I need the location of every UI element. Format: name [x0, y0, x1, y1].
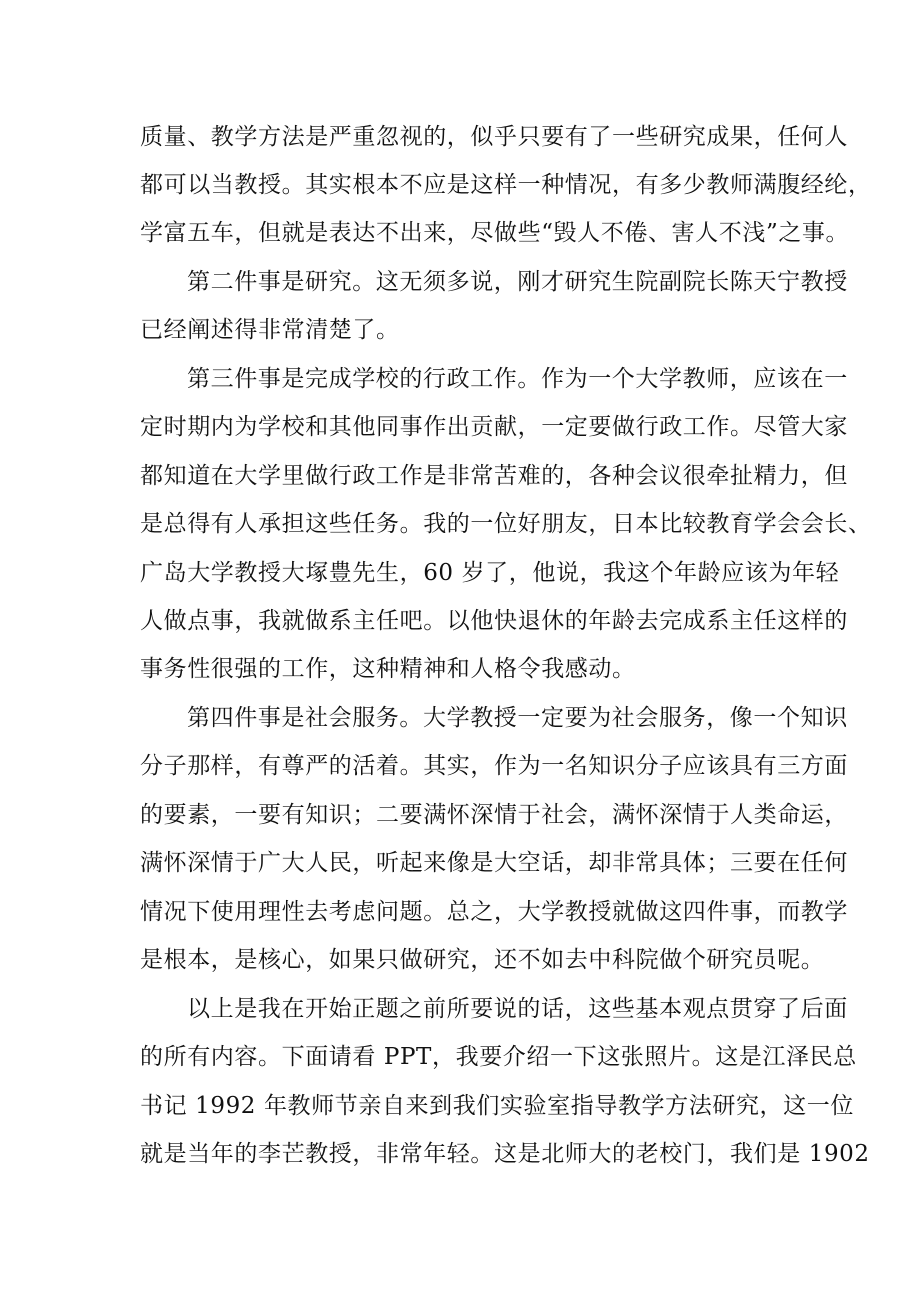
- paragraph-first-line: 第三件事是完成学校的行政工作。作为一个大学教师，应该在一: [187, 366, 848, 392]
- text-line: 满怀深情于广大人民，听起来像是大空话，却非常具体；三要在任何: [140, 850, 848, 876]
- text-line: 都知道在大学里做行政工作是非常苦难的，各种会议很牵扯精力，但: [140, 463, 848, 489]
- text-line: 就是当年的李芒教授，非常年轻。这是北师大的老校门，我们是 1902: [140, 1141, 870, 1167]
- paragraph-first-line: 以上是我在开始正题之前所要说的话，这些基本观点贯穿了后面: [187, 996, 848, 1022]
- text-line: 都可以当教授。其实根本不应是这样一种情况，有多少教师满腹经纶，: [140, 172, 872, 198]
- text-line: 分子那样，有尊严的活着。其实，作为一名知识分子应该具有三方面: [140, 753, 848, 779]
- text-line: 广岛大学教授大塚豊先生，60 岁了，他说，我这个年龄应该为年轻: [140, 560, 840, 586]
- text-line: 的所有内容。下面请看 PPT，我要介绍一下这张照片。这是江泽民总: [140, 1044, 857, 1070]
- text-line: 质量、教学方法是严重忽视的，似乎只要有了一些研究成果，任何人: [140, 124, 848, 150]
- text-line: 情况下使用理性去考虑问题。总之，大学教授就做这四件事，而教学: [140, 899, 848, 925]
- text-line: 学富五车，但就是表达不出来，尽做些“毁人不倦、害人不浅”之事。: [140, 220, 850, 246]
- text-line: 的要素，一要有知识；二要满怀深情于社会，满怀深情于人类命运，: [140, 802, 848, 828]
- text-line: 已经阐述得非常清楚了。: [140, 317, 400, 343]
- text-line: 书记 1992 年教师节亲自来到我们实验室指导教学方法研究，这一位: [140, 1093, 854, 1119]
- text-line: 人做点事，我就做系主任吧。以他快退休的年龄去完成系主任这样的: [140, 608, 848, 634]
- paragraph-first-line: 第四件事是社会服务。大学教授一定要为社会服务，像一个知识: [187, 705, 848, 731]
- text-line: 事务性很强的工作，这种精神和人格令我感动。: [140, 656, 636, 682]
- paragraph-first-line: 第二件事是研究。这无须多说，刚才研究生院副院长陈天宁教授: [187, 269, 848, 295]
- text-line: 定时期内为学校和其他同事作出贡献，一定要做行政工作。尽管大家: [140, 414, 848, 440]
- text-line: 是总得有人承担这些任务。我的一位好朋友，日本比较教育学会会长、: [140, 511, 872, 537]
- text-line: 是根本，是核心，如果只做研究，还不如去中科院做个研究员呢。: [140, 947, 825, 973]
